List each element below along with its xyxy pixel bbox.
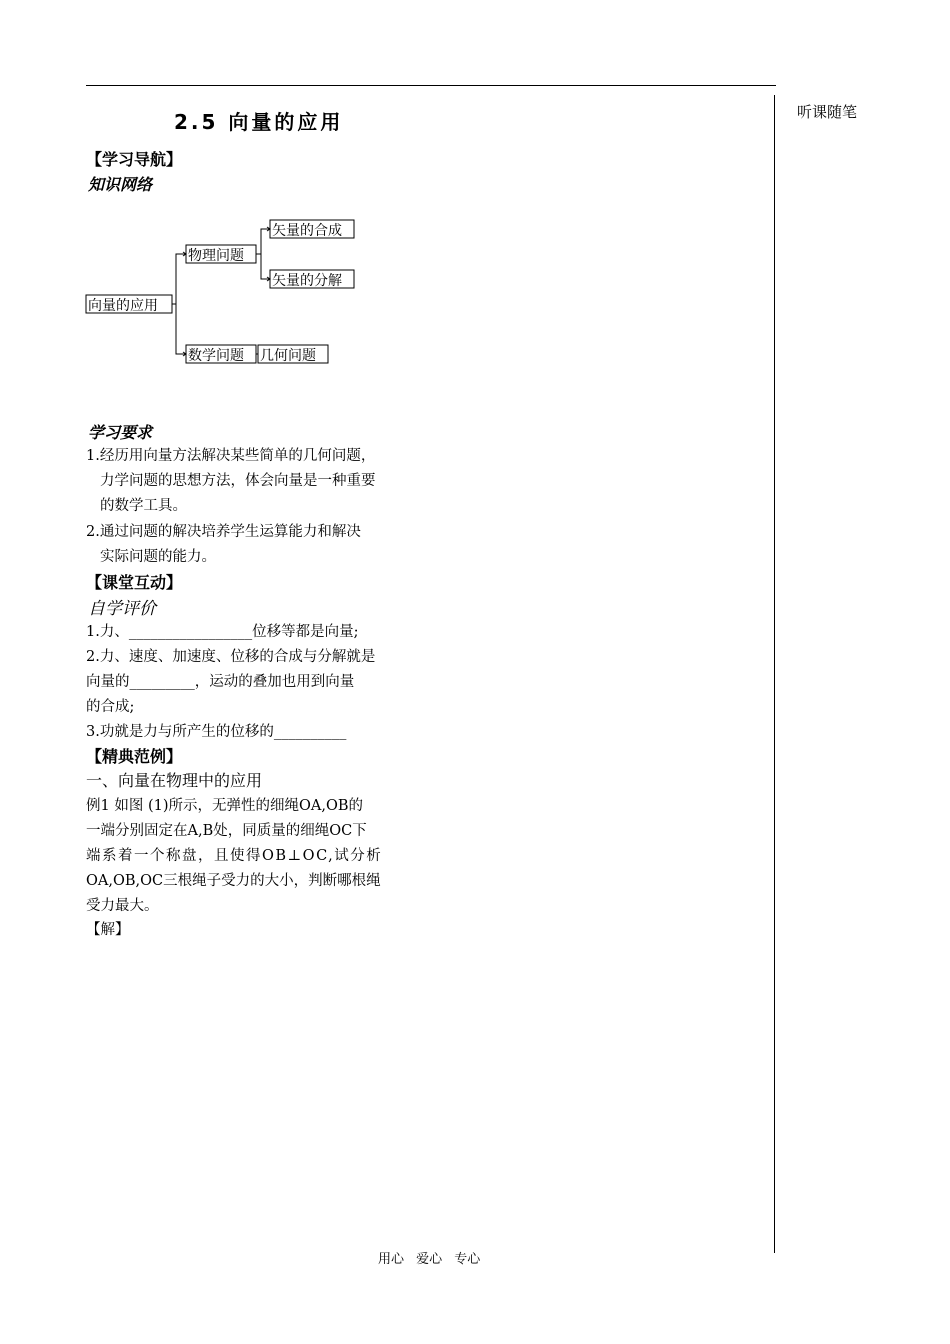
connector-physics-branches [261,229,270,279]
requirements-heading: 学习要求 [88,423,153,442]
self-eval-q1: 1.力、_________________位移等都是向量; [86,624,359,640]
diagram-math-label: 数学问题 [188,348,244,364]
margin-rule [774,95,775,1253]
example-line-4: OA,OB,OC三根绳子受力的大小，判断哪根绳 [86,873,381,889]
section-classroom: 【课堂互动】 [86,573,183,592]
section-examples: 【精典范例】 [86,747,183,766]
self-eval-q2-line-1: 2.力、速度、加速度、位移的合成与分解就是 [86,649,376,665]
page-footer: 用心 爱心 专心 [378,1252,481,1267]
example-subheading: 一、向量在物理中的应用 [86,771,263,790]
diagram-decomposition-label: 矢量的分解 [272,273,342,289]
example-line-5: 受力最大。 [86,898,159,914]
requirement-1-line-2: 力学问题的思想方法，体会向量是一种重要 [100,473,376,489]
example-line-3: 端系着一个称盘，且使得OB⊥OC,试分析 [86,848,383,864]
requirement-1-line-3: 的数学工具。 [100,498,187,514]
diagram-root-label: 向量的应用 [88,298,158,314]
knowledge-network-heading: 知识网络 [88,175,153,194]
self-eval-q3: 3.功就是力与所产生的位移的__________ [86,724,347,740]
knowledge-diagram [84,216,374,376]
requirement-1-line-1: 1.经历用向量方法解决某些简单的几何问题， [86,448,376,464]
diagram-physics-label: 物理问题 [188,248,244,264]
section-nav: 【学习导航】 [86,150,183,169]
diagram-composition-label: 矢量的合成 [272,223,342,239]
example-line-2: 一端分别固定在A,B处，同质量的细绳OC下 [86,823,367,839]
top-rule [86,85,776,86]
requirement-2-line-2: 实际问题的能力。 [100,549,216,565]
self-eval-q2-line-2: 向量的_________，运动的叠加也用到向量 [86,674,355,690]
requirement-2-line-1: 2.通过问题的解决培养学生运算能力和解决 [86,524,361,540]
sidenote-label: 听课随笔 [797,103,858,121]
self-eval-heading: 自学评价 [88,599,156,619]
self-eval-q2-line-3: 的合成; [86,699,135,715]
example-answer-label: 【解】 [86,922,130,938]
connector-root-branches [176,254,186,354]
diagram-geometry-label: 几何问题 [260,348,316,364]
page-title: 2.5 向量的应用 [174,110,344,134]
example-line-1: 例1 如图 (1)所示，无弹性的细绳OA,OB的 [86,798,363,814]
